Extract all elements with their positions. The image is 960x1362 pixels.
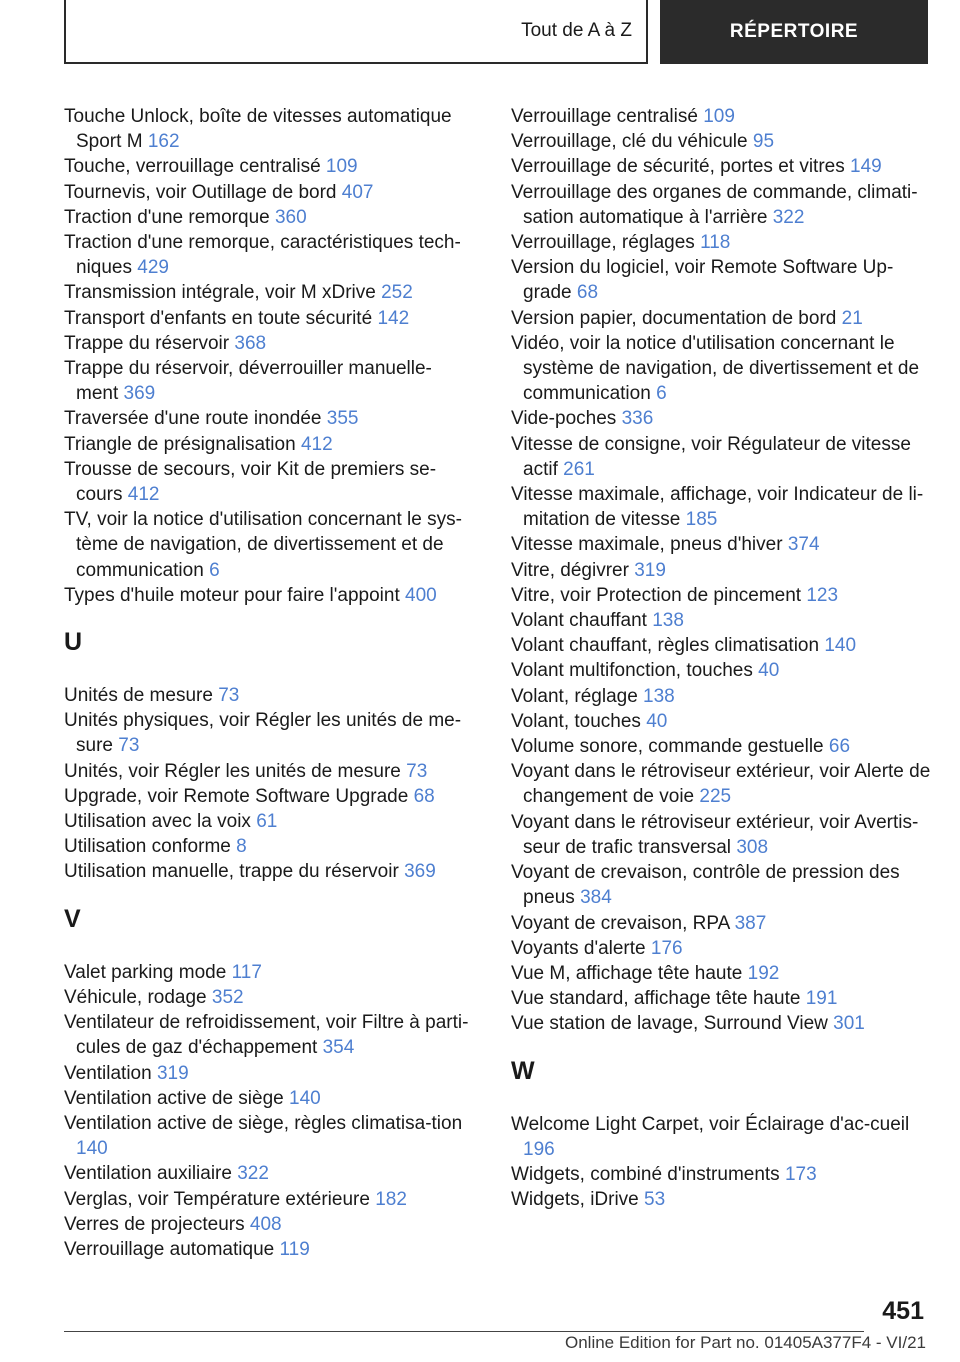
index-entry xyxy=(511,129,931,154)
index-entry xyxy=(64,205,474,230)
page-link[interactable]: 355 xyxy=(326,408,359,430)
page-link[interactable]: 412 xyxy=(300,433,333,455)
page-link[interactable]: 140 xyxy=(76,1138,108,1160)
index-entry xyxy=(64,859,474,884)
index-term: Verrouillage, clé du véhicule xyxy=(511,131,748,153)
page-link[interactable]: 408 xyxy=(249,1213,282,1235)
footer-edition: Online Edition for Part no. 01405A377F4 - VI/21 xyxy=(564,1333,926,1352)
index-term: Valet parking mode xyxy=(64,961,227,983)
index-term: Welcome Light Carpet, voir Éclairage d'ac-cueil xyxy=(511,1113,910,1135)
index-entry xyxy=(511,1187,931,1212)
index-term: Vue standard, affichage tête haute xyxy=(511,988,801,1010)
index-entry xyxy=(64,1187,474,1212)
index-entry xyxy=(511,255,931,305)
page-link[interactable]: 322 xyxy=(772,206,805,228)
index-entry xyxy=(64,960,474,985)
page-link[interactable]: 192 xyxy=(747,962,780,984)
index-entry xyxy=(64,1161,474,1186)
page-link[interactable]: 21 xyxy=(841,307,863,329)
index-term: Utilisation manuelle, trappe du réservoir xyxy=(64,861,399,883)
index-entry xyxy=(511,406,931,431)
index-entry xyxy=(511,583,931,608)
index-term: Voyant de crevaison, RPA xyxy=(511,912,730,934)
page-link[interactable]: 319 xyxy=(156,1062,189,1084)
index-term: Verrouillage centralisé xyxy=(511,106,698,127)
page-link[interactable]: 95 xyxy=(752,131,775,153)
page-link[interactable]: 6 xyxy=(209,559,220,581)
index-entry xyxy=(64,784,474,809)
index-term: Vitesse maximale, pneus d'hiver xyxy=(511,534,783,556)
index-letter-heading: U xyxy=(64,628,83,657)
page-link[interactable]: 185 xyxy=(685,509,718,531)
index-entry xyxy=(64,507,474,583)
index-term: Ventilation auxiliaire xyxy=(64,1163,232,1185)
index-term: Ventilation xyxy=(64,1062,152,1084)
page-link[interactable]: 117 xyxy=(231,961,262,983)
index-term: Traction d'une remorque, caractéristiques tech-niques xyxy=(64,232,461,279)
page-link[interactable]: 387 xyxy=(734,912,767,934)
page-link[interactable]: 360 xyxy=(274,206,307,228)
page-link[interactable]: 182 xyxy=(375,1188,407,1210)
index-term: Volant, touches xyxy=(511,710,641,732)
index-term: Ventilation active de siège, règles climatisa-tion xyxy=(64,1112,463,1134)
tab-alphabetical[interactable]: Tout de A à Z xyxy=(64,0,648,64)
index-term: Version du logiciel, voir Remote Software Up-grade xyxy=(511,257,894,304)
index-entry xyxy=(64,683,474,708)
page-link[interactable]: 8 xyxy=(236,836,247,858)
page-link[interactable]: 191 xyxy=(805,988,838,1010)
index-entry xyxy=(511,104,931,129)
index-entry xyxy=(64,1212,474,1237)
page-link[interactable]: 225 xyxy=(699,786,732,808)
page-link[interactable]: 196 xyxy=(523,1138,555,1160)
index-entry xyxy=(511,608,931,633)
index-entry xyxy=(64,1086,474,1111)
index-entry xyxy=(511,658,931,683)
index-term: Volant chauffant xyxy=(511,610,647,632)
index-term: Verres de projecteurs xyxy=(64,1213,245,1235)
page-link[interactable]: 354 xyxy=(322,1037,355,1059)
index-term: Verrouillage de sécurité, portes et vitres xyxy=(511,156,845,178)
index-term: Véhicule, rodage xyxy=(64,986,207,1008)
page-link[interactable]: 119 xyxy=(279,1238,310,1260)
index-entry xyxy=(64,1111,474,1161)
index-term: Traversée d'une route inondée xyxy=(64,408,322,430)
index-term: Verrouillage automatique xyxy=(64,1238,275,1260)
index-entry xyxy=(511,709,931,734)
index-entry xyxy=(511,1112,931,1162)
index-entry xyxy=(64,432,474,457)
index-entry xyxy=(64,708,474,758)
page-link[interactable]: 138 xyxy=(643,685,675,707)
index-entry xyxy=(511,331,931,407)
index-term: Trappe du réservoir, déverrouiller manuelle-ment xyxy=(64,358,432,405)
index-entry xyxy=(64,583,474,608)
index-entry xyxy=(511,633,931,658)
page-link[interactable]: 369 xyxy=(123,383,156,405)
page-link[interactable]: 53 xyxy=(644,1189,666,1211)
index-letter-heading: W xyxy=(511,1056,535,1085)
page-link[interactable]: 252 xyxy=(381,282,413,304)
index-entry xyxy=(64,834,474,859)
page-link[interactable]: 140 xyxy=(289,1087,321,1109)
index-entry xyxy=(511,230,931,255)
index-term: Utilisation avec la voix xyxy=(64,811,251,833)
index-entry xyxy=(511,432,931,482)
index-term: Tournevis, voir Outillage de bord xyxy=(64,181,337,203)
index-entry xyxy=(64,985,474,1010)
index-term: Vue station de lavage, Surround View xyxy=(511,1013,828,1035)
page-link[interactable]: 369 xyxy=(404,861,436,883)
page-link[interactable]: 412 xyxy=(127,484,160,506)
index-entry xyxy=(64,306,474,331)
page-link[interactable]: 384 xyxy=(580,887,612,909)
index-entry xyxy=(64,457,474,507)
index-term: Vidéo, voir la notice d'utilisation concernant le système de navigation, de divertissement et de communication xyxy=(511,332,920,405)
index-term: Trappe du réservoir xyxy=(64,332,230,354)
index-term: Ventilateur de refroidissement, voir Filtre à parti-cules de gaz d'échappement xyxy=(64,1012,469,1059)
page-link[interactable]: 40 xyxy=(646,710,668,732)
page-link[interactable]: 61 xyxy=(256,811,278,833)
index-entry xyxy=(511,961,931,986)
index-term: Transmission intégrale, voir M xDrive xyxy=(64,282,376,304)
page-link[interactable]: 368 xyxy=(234,332,267,354)
tab-index-section[interactable]: RÉPERTOIRE xyxy=(660,0,928,64)
index-entry xyxy=(64,280,474,305)
index-entry xyxy=(64,759,474,784)
index-entry xyxy=(511,911,931,936)
index-entry xyxy=(511,684,931,709)
index-term: Types d'huile moteur pour faire l'appoint xyxy=(64,584,400,606)
page-link[interactable]: 176 xyxy=(650,937,683,959)
index-term: Volume sonore, commande gestuelle xyxy=(511,736,824,758)
index-term: Touche Unlock, boîte de vitesses automatique Sport M xyxy=(64,106,452,153)
page-link[interactable]: 123 xyxy=(806,584,839,606)
page-link[interactable]: 109 xyxy=(703,106,735,127)
index-entry xyxy=(511,986,931,1011)
index-term: Upgrade, voir Remote Software Upgrade xyxy=(64,785,409,807)
page-number: 451 xyxy=(882,1297,924,1325)
page-link[interactable]: 66 xyxy=(828,736,851,758)
index-entry xyxy=(511,180,931,230)
index-column-left xyxy=(64,104,474,1262)
page-link[interactable]: 162 xyxy=(147,131,180,153)
page-link[interactable]: 319 xyxy=(634,559,666,581)
index-entry xyxy=(64,180,474,205)
page-link[interactable]: 73 xyxy=(406,760,428,782)
page-link[interactable]: 118 xyxy=(700,232,731,254)
index-term: Widgets, iDrive xyxy=(511,1189,639,1211)
page-link[interactable]: 400 xyxy=(405,584,437,606)
index-entry xyxy=(511,810,931,860)
page-link[interactable]: 109 xyxy=(325,156,358,178)
index-entry xyxy=(511,558,931,583)
index-term: Verrouillage, réglages xyxy=(511,232,695,254)
index-term: Volant chauffant, règles climatisation xyxy=(511,635,820,657)
index-entry xyxy=(511,936,931,961)
index-entry xyxy=(511,759,931,809)
page-link[interactable]: 407 xyxy=(341,181,374,203)
page-header xyxy=(64,0,928,66)
index-term: Touche, verrouillage centralisé xyxy=(64,156,321,178)
index-term: Vitesse maximale, affichage, voir Indicateur de li-mitation de vitesse xyxy=(511,484,924,531)
page-link[interactable]: 138 xyxy=(652,610,684,632)
page-link[interactable]: 261 xyxy=(563,458,595,480)
index-term: Volant multifonction, touches xyxy=(511,660,753,682)
page-link[interactable]: 374 xyxy=(787,534,820,556)
page-link[interactable]: 68 xyxy=(576,282,599,304)
index-term: Vitre, dégivrer xyxy=(511,559,629,581)
page-link[interactable]: 322 xyxy=(237,1163,269,1185)
index-entry xyxy=(64,1237,474,1262)
index-term: Vue M, affichage tête haute xyxy=(511,962,743,984)
page-link[interactable]: 73 xyxy=(218,685,240,707)
index-column-right xyxy=(511,104,931,1212)
page-link[interactable]: 68 xyxy=(413,785,435,807)
index-term: Transport d'enfants en toute sécurité xyxy=(64,307,373,329)
index-term: Unités physiques, voir Régler les unités de me-sure xyxy=(64,710,462,757)
index-term: Voyant dans le rétroviseur extérieur, voir Alerte de changement de voie xyxy=(511,761,931,808)
index-entry xyxy=(64,104,474,154)
index-entry xyxy=(64,154,474,179)
page-link[interactable]: 352 xyxy=(211,986,244,1008)
footer-divider xyxy=(64,1331,864,1332)
index-entry xyxy=(64,230,474,280)
index-term: TV, voir la notice d'utilisation concernant le sys-tème de navigation, de divertissement et de communication xyxy=(64,509,462,581)
index-term: Unités de mesure xyxy=(64,685,213,707)
page-link[interactable]: 429 xyxy=(137,257,169,279)
page-link[interactable]: 149 xyxy=(850,156,882,178)
page-link[interactable]: 142 xyxy=(377,307,410,329)
page-link[interactable]: 301 xyxy=(833,1013,865,1035)
index-term: Verglas, voir Température extérieure xyxy=(64,1188,370,1210)
index-term: Version papier, documentation de bord xyxy=(511,307,837,329)
index-term: Widgets, combiné d'instruments xyxy=(511,1163,780,1185)
page-link[interactable]: 40 xyxy=(758,660,780,682)
index-entry xyxy=(511,1011,931,1036)
index-term: Vide-poches xyxy=(511,408,617,430)
index-term: Ventilation active de siège xyxy=(64,1087,284,1109)
index-entry xyxy=(511,734,931,759)
index-entry xyxy=(511,306,931,331)
index-term: Voyant de crevaison, contrôle de pression des pneus xyxy=(511,862,900,909)
page-link[interactable]: 6 xyxy=(656,383,667,405)
index-term: Verrouillage des organes de commande, climati-sation automatique à l'arrière xyxy=(511,181,918,228)
index-entry xyxy=(64,809,474,834)
index-entry xyxy=(511,154,931,179)
index-term: Voyant dans le rétroviseur extérieur, voir Avertis-seur de trafic transversal xyxy=(511,811,919,858)
page-link[interactable]: 336 xyxy=(621,408,654,430)
index-entry xyxy=(64,1010,474,1060)
index-term: Vitre, voir Protection de pincement xyxy=(511,584,802,606)
index-term: Utilisation conforme xyxy=(64,836,231,858)
index-term: Triangle de présignalisation xyxy=(64,433,296,455)
index-term: Vitesse de consigne, voir Régulateur de vitesse actif xyxy=(511,433,911,480)
index-term: Traction d'une remorque xyxy=(64,206,270,228)
index-entry xyxy=(64,1061,474,1086)
page-link[interactable]: 140 xyxy=(824,635,857,657)
index-entry xyxy=(511,532,931,557)
index-entry xyxy=(64,356,474,406)
index-entry xyxy=(511,860,931,910)
page-link[interactable]: 73 xyxy=(118,735,140,757)
index-term: Unités, voir Régler les unités de mesure xyxy=(64,760,401,782)
index-entry xyxy=(64,406,474,431)
page-link[interactable]: 173 xyxy=(784,1163,817,1185)
index-term: Voyants d'alerte xyxy=(511,937,646,959)
index-entry xyxy=(511,1162,931,1187)
index-term: Trousse de secours, voir Kit de premiers se-cours xyxy=(64,458,437,506)
page-link[interactable]: 308 xyxy=(736,836,769,858)
index-entry xyxy=(64,331,474,356)
index-term: Volant, réglage xyxy=(511,685,638,707)
index-letter-heading: V xyxy=(64,904,81,933)
index-entry xyxy=(511,482,931,532)
